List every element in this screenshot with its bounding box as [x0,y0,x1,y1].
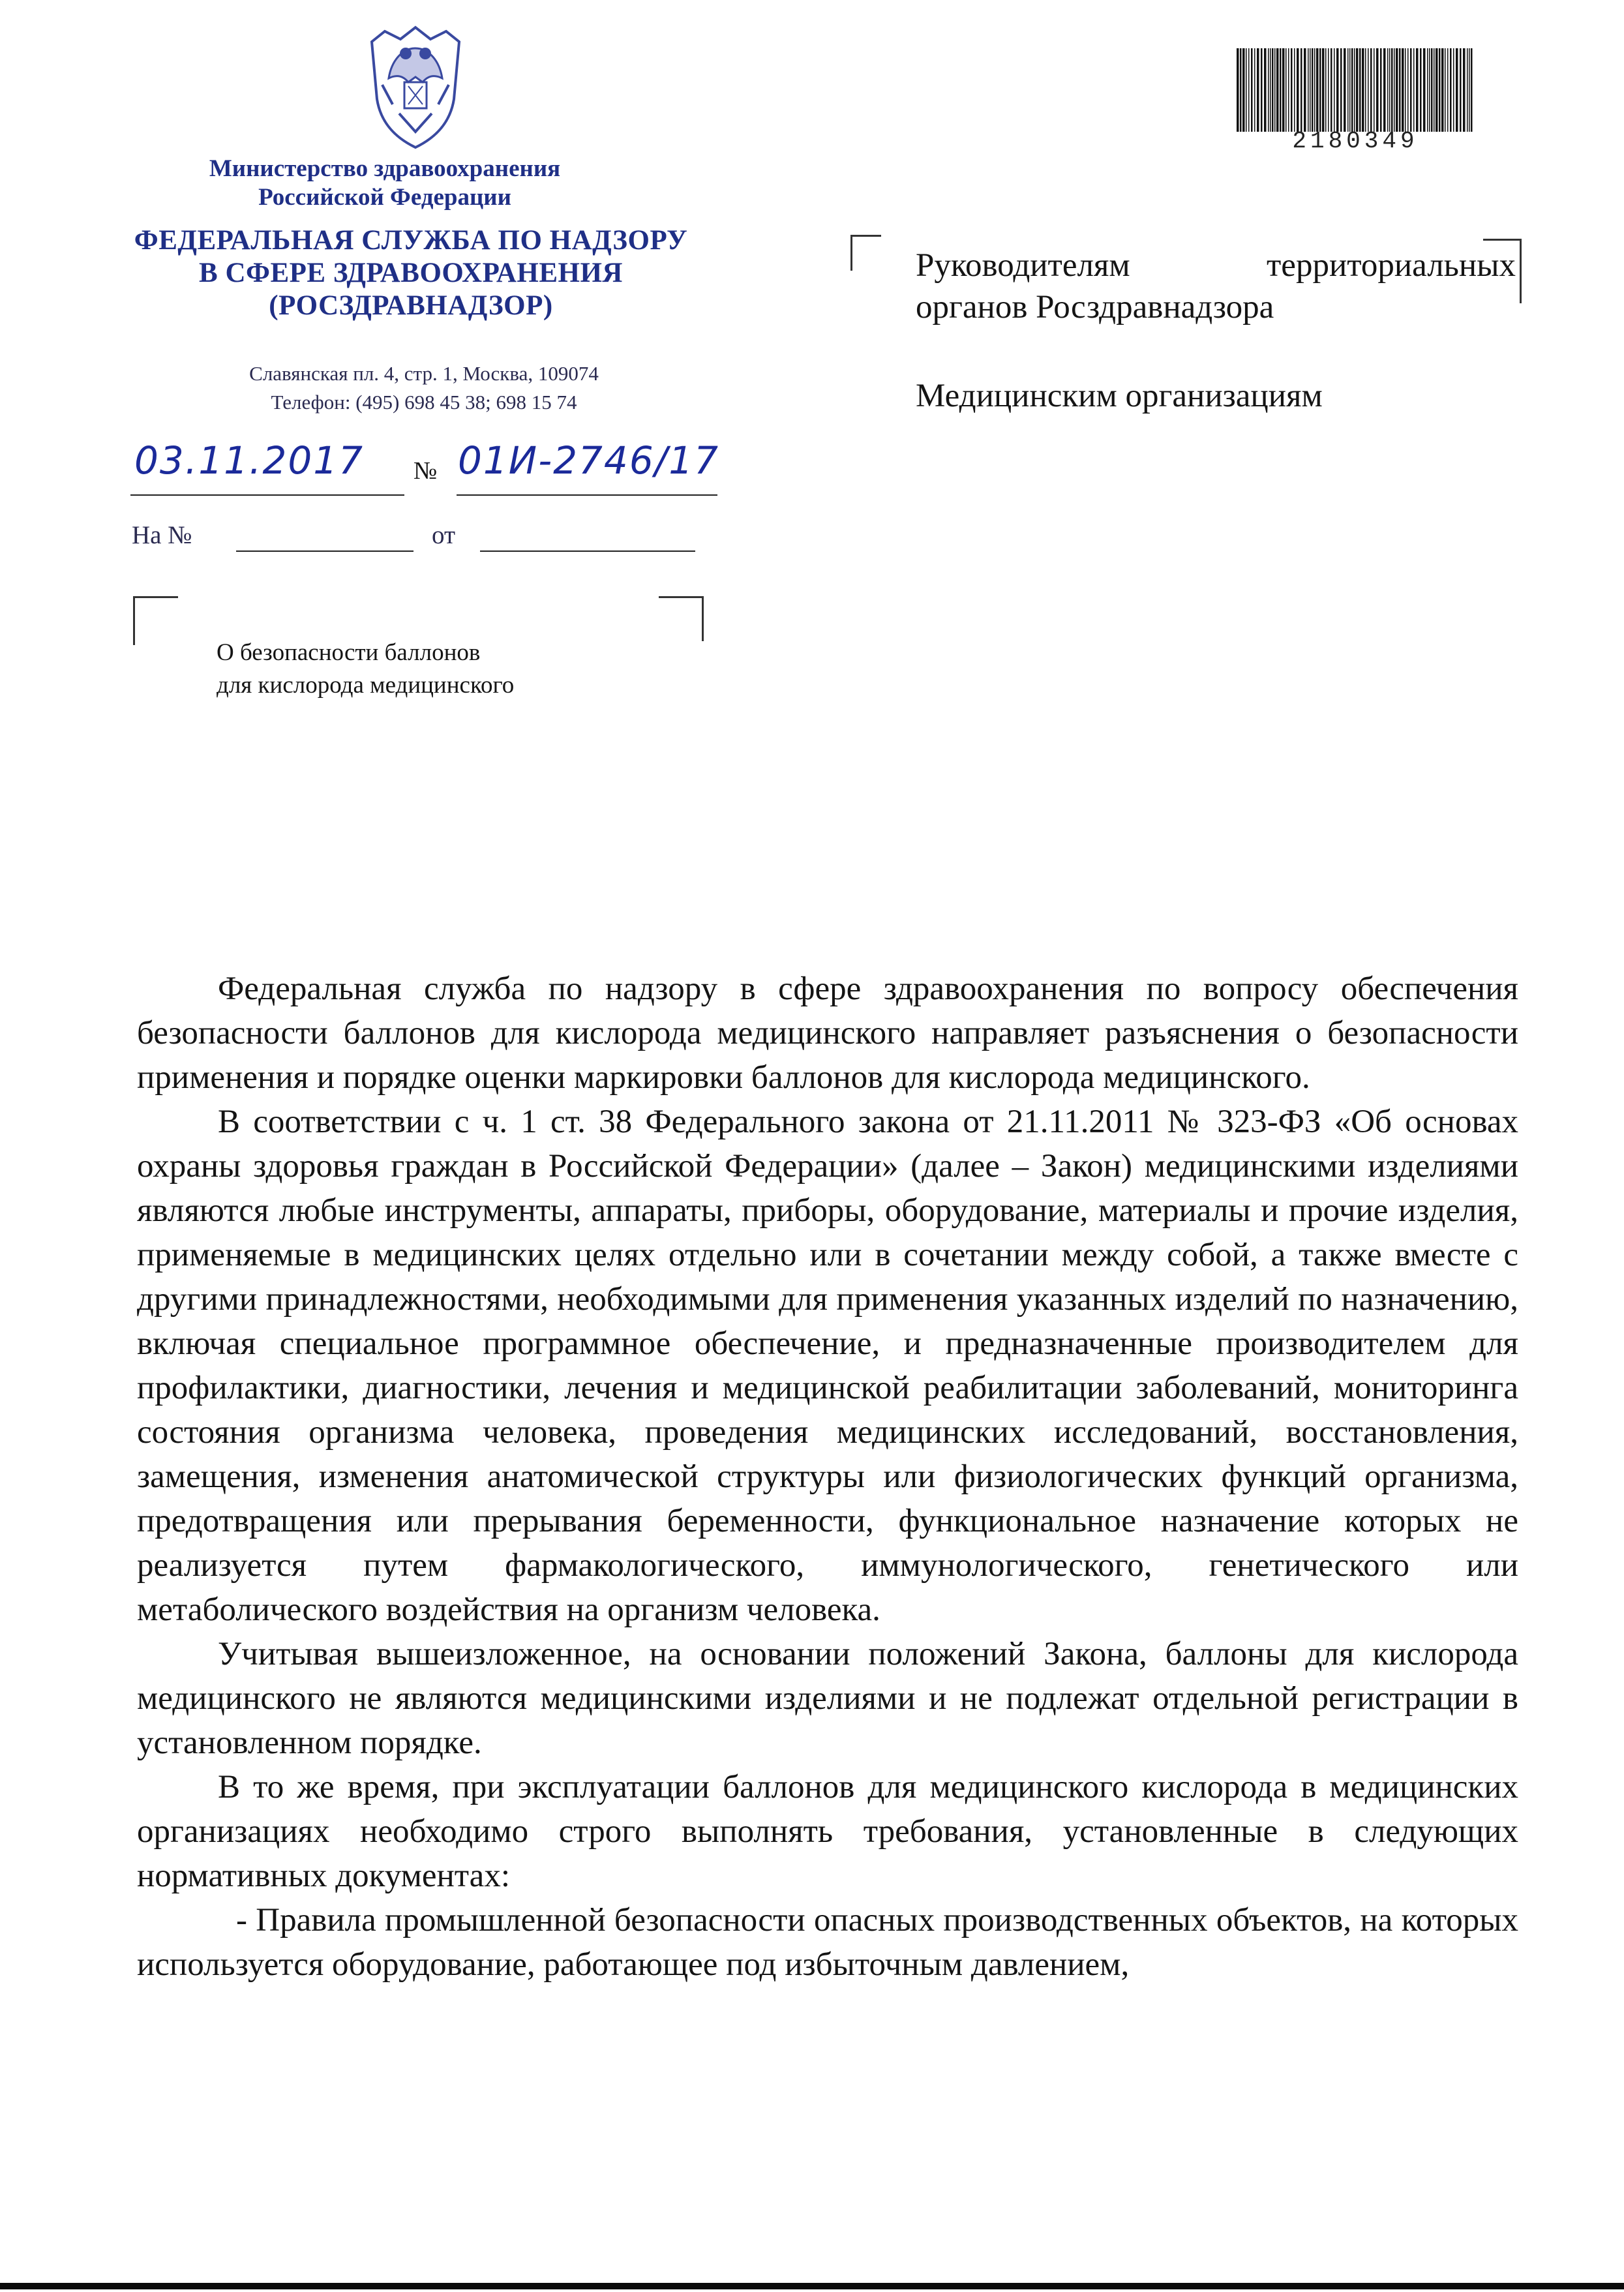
barcode-bar [1413,48,1415,132]
body-paragraph-4: В то же время, при эксплуатации баллонов для медицинского кислорода в медицинских организациях необходимо строго выполнять требования, установленные в следующих нормативных документах: [137,1769,1518,1894]
address: Славянская пл. 4, стр. 1, Москва, 109074 [249,362,599,385]
barcode-bar [1328,48,1329,132]
barcode-bar [1439,48,1441,132]
barcode-bar [1319,48,1321,132]
barcode-bar [1351,48,1353,132]
barcode-bar [1312,48,1314,132]
reply-from-label: от [432,521,456,549]
service-name-line-2: В СФЕРЕ ЗДРАВООХРАНЕНИЯ [199,258,623,288]
letter-body [137,967,1518,1987]
body-paragraph-5: - Правила промышленной безопасности опасных производственных объектов, на которых используется оборудование, работающее под избыточным давлением, [137,1902,1518,1983]
barcode-bar [1270,48,1271,132]
barcode-bar [1405,48,1406,132]
barcode-bar [1368,48,1369,132]
barcode-bar [1344,48,1346,132]
barcode-bar [1383,48,1386,132]
barcode-bar [1272,48,1274,132]
addressee-corner-left [850,235,881,271]
subject-corner-right [659,596,704,641]
barcode-bar [1264,48,1267,132]
barcode-bar [1453,48,1454,132]
barcode-bar [1423,48,1426,132]
barcode-bar [1469,48,1470,132]
barcode-bar [1450,48,1452,132]
barcode-bar [1356,48,1359,132]
barcode-bar [1268,48,1269,132]
barcode-bar [1471,48,1473,132]
barcode-bar [1456,48,1458,132]
barcode-bar [1314,48,1316,132]
barcode-bar [1251,48,1253,132]
barcode-bar [1316,48,1319,132]
body-paragraph-1: Федеральная служба по надзору в сфере здравоохранения по вопросу обеспечения безопасности баллонов для кислорода медицинского направляет разъяснения о безопасности применения и порядке оценки маркировки баллонов для кислорода медицинского. [137,971,1518,1096]
barcode-bar [1322,48,1325,132]
barcode-bar [1429,48,1430,132]
barcode-bar [1246,48,1247,132]
barcode-bar [1467,48,1468,132]
addressee-line-3: Медицинским организациям [916,378,1323,414]
barcode-bar [1387,48,1389,132]
barcode-bar [1254,48,1256,132]
barcode-bar [1310,48,1311,132]
barcode-bar [1331,48,1332,132]
barcode-bar [1441,48,1444,132]
barcode-bar [1257,48,1259,132]
body-paragraph-2: В соответствии с ч. 1 ст. 38 Федерального закона от 21.11.2011 № 323-ФЗ «Об основах охраны здоровья граждан в Российской Федерации» (далее – Закон) медицинскими изделиями являются любые инструменты, аппараты, приборы, оборудование, материалы и прочие изделия, применяемые в медицинских целях отдельно или в сочетании между собой, а также вместе с другими принадлежностями, необходимыми для применения указанных изделий по назначению, включая специальное программное обеспечение, и предназначенные производителем для профилактики, диагностики, лечения и медицинской реабилитации заболеваний, мониторинга состояния организма человека, проведения медицинских исследований, восстановления, замещения, изменения анатомической структуры или физиологических функций организма, предотвращения или прерывания беременности, функциональное назначение которых не реализуется путем фармакологического, иммунологического, генетического или метаболического воздействия на организм человека. [137,1104,1518,1628]
barcode-bar [1276,48,1279,132]
barcode-bar [1370,48,1372,132]
phone: Телефон: (495) 698 45 38; 698 15 74 [271,391,577,414]
barcode-bar [1297,48,1299,132]
barcode-bar [1420,48,1422,132]
barcode-bar [1248,48,1250,132]
subject-line-1: О безопасности баллонов [217,639,481,666]
barcode-bar [1389,48,1391,132]
barcode-bar [1447,48,1449,132]
barcode-bar [1347,48,1349,132]
barcode-bar [1396,48,1398,132]
barcode-bar [1286,48,1287,132]
addressee-line-1-left: Руководителям [916,247,1130,284]
reply-label: На № [132,521,192,549]
barcode-number: 2180349 [1292,128,1419,155]
barcode-bar [1399,48,1401,132]
barcode-bar [1427,48,1428,132]
barcode-bar [1394,48,1395,132]
barcode-bar [1274,48,1276,132]
barcode-bar [1354,48,1355,132]
barcode-bar [1325,48,1327,132]
ministry-name-line-1: Министерство здравоохранения [209,155,561,182]
handwritten-date: 03.11.2017 [134,438,365,483]
barcode-bar [1434,48,1435,132]
reply-date-line [480,523,695,552]
addressee-line-1 [916,245,1516,286]
barcode-bar [1308,48,1309,132]
barcode-bar [1294,48,1295,132]
barcode-bar [1280,48,1282,132]
barcode-bar [1359,48,1361,132]
barcode-bar [1304,48,1306,132]
service-name-line-1: ФЕДЕРАЛЬНАЯ СЛУЖБА ПО НАДЗОРУ [134,225,688,256]
barcode [1234,48,1477,132]
barcode-bar [1242,48,1245,132]
barcode-bar [1407,48,1409,132]
barcode-bar [1301,48,1302,132]
barcode-bar [1460,48,1462,132]
body-paragraph-3: Учитывая вышеизложенное, на основании положений Закона, баллоны для кислорода медицинского не являются медицинскими изделиями и не подлежат отдельной регистрации в установленном порядке. [137,1636,1518,1761]
barcode-bar [1391,48,1393,132]
service-name-line-3: (РОСЗДРАВНАДЗОР) [269,290,553,321]
barcode-bar [1402,48,1404,132]
ministry-name-line-2: Российской Федерации [258,184,511,211]
page-bottom-border [0,2283,1624,2289]
reply-number-line [236,523,414,552]
handwritten-number: 01И-2746/17 [458,438,720,483]
barcode-bar [1237,48,1239,132]
barcode-bar [1374,48,1375,132]
barcode-bar [1334,48,1335,132]
barcode-bar [1282,48,1285,132]
barcode-bar [1336,48,1339,132]
barcode-bar [1431,48,1433,132]
barcode-bar [1288,48,1289,132]
coat-of-arms-icon [363,22,468,150]
barcode-bar [1463,48,1466,132]
barcode-bar [1240,48,1242,132]
barcode-bar [1380,48,1382,132]
barcode-bar [1436,48,1438,132]
addressee-line-1-right: территориальных [1267,247,1516,284]
barcode-bar [1349,48,1351,132]
barcode-bar [1365,48,1366,132]
barcode-bar [1291,48,1293,132]
barcode-bar [1416,48,1419,132]
barcode-bar [1362,48,1364,132]
number-sign: № [414,457,438,485]
barcode-bar [1340,48,1342,132]
barcode-bar [1376,48,1379,132]
barcode-bar [1410,48,1412,132]
barcode-bar [1445,48,1446,132]
subject-corner-left [133,596,178,645]
addressee-line-2: органов Росздравнадзора [916,289,1274,325]
subject-line-2: для кислорода медицинского [217,672,515,699]
barcode-bar [1261,48,1263,132]
